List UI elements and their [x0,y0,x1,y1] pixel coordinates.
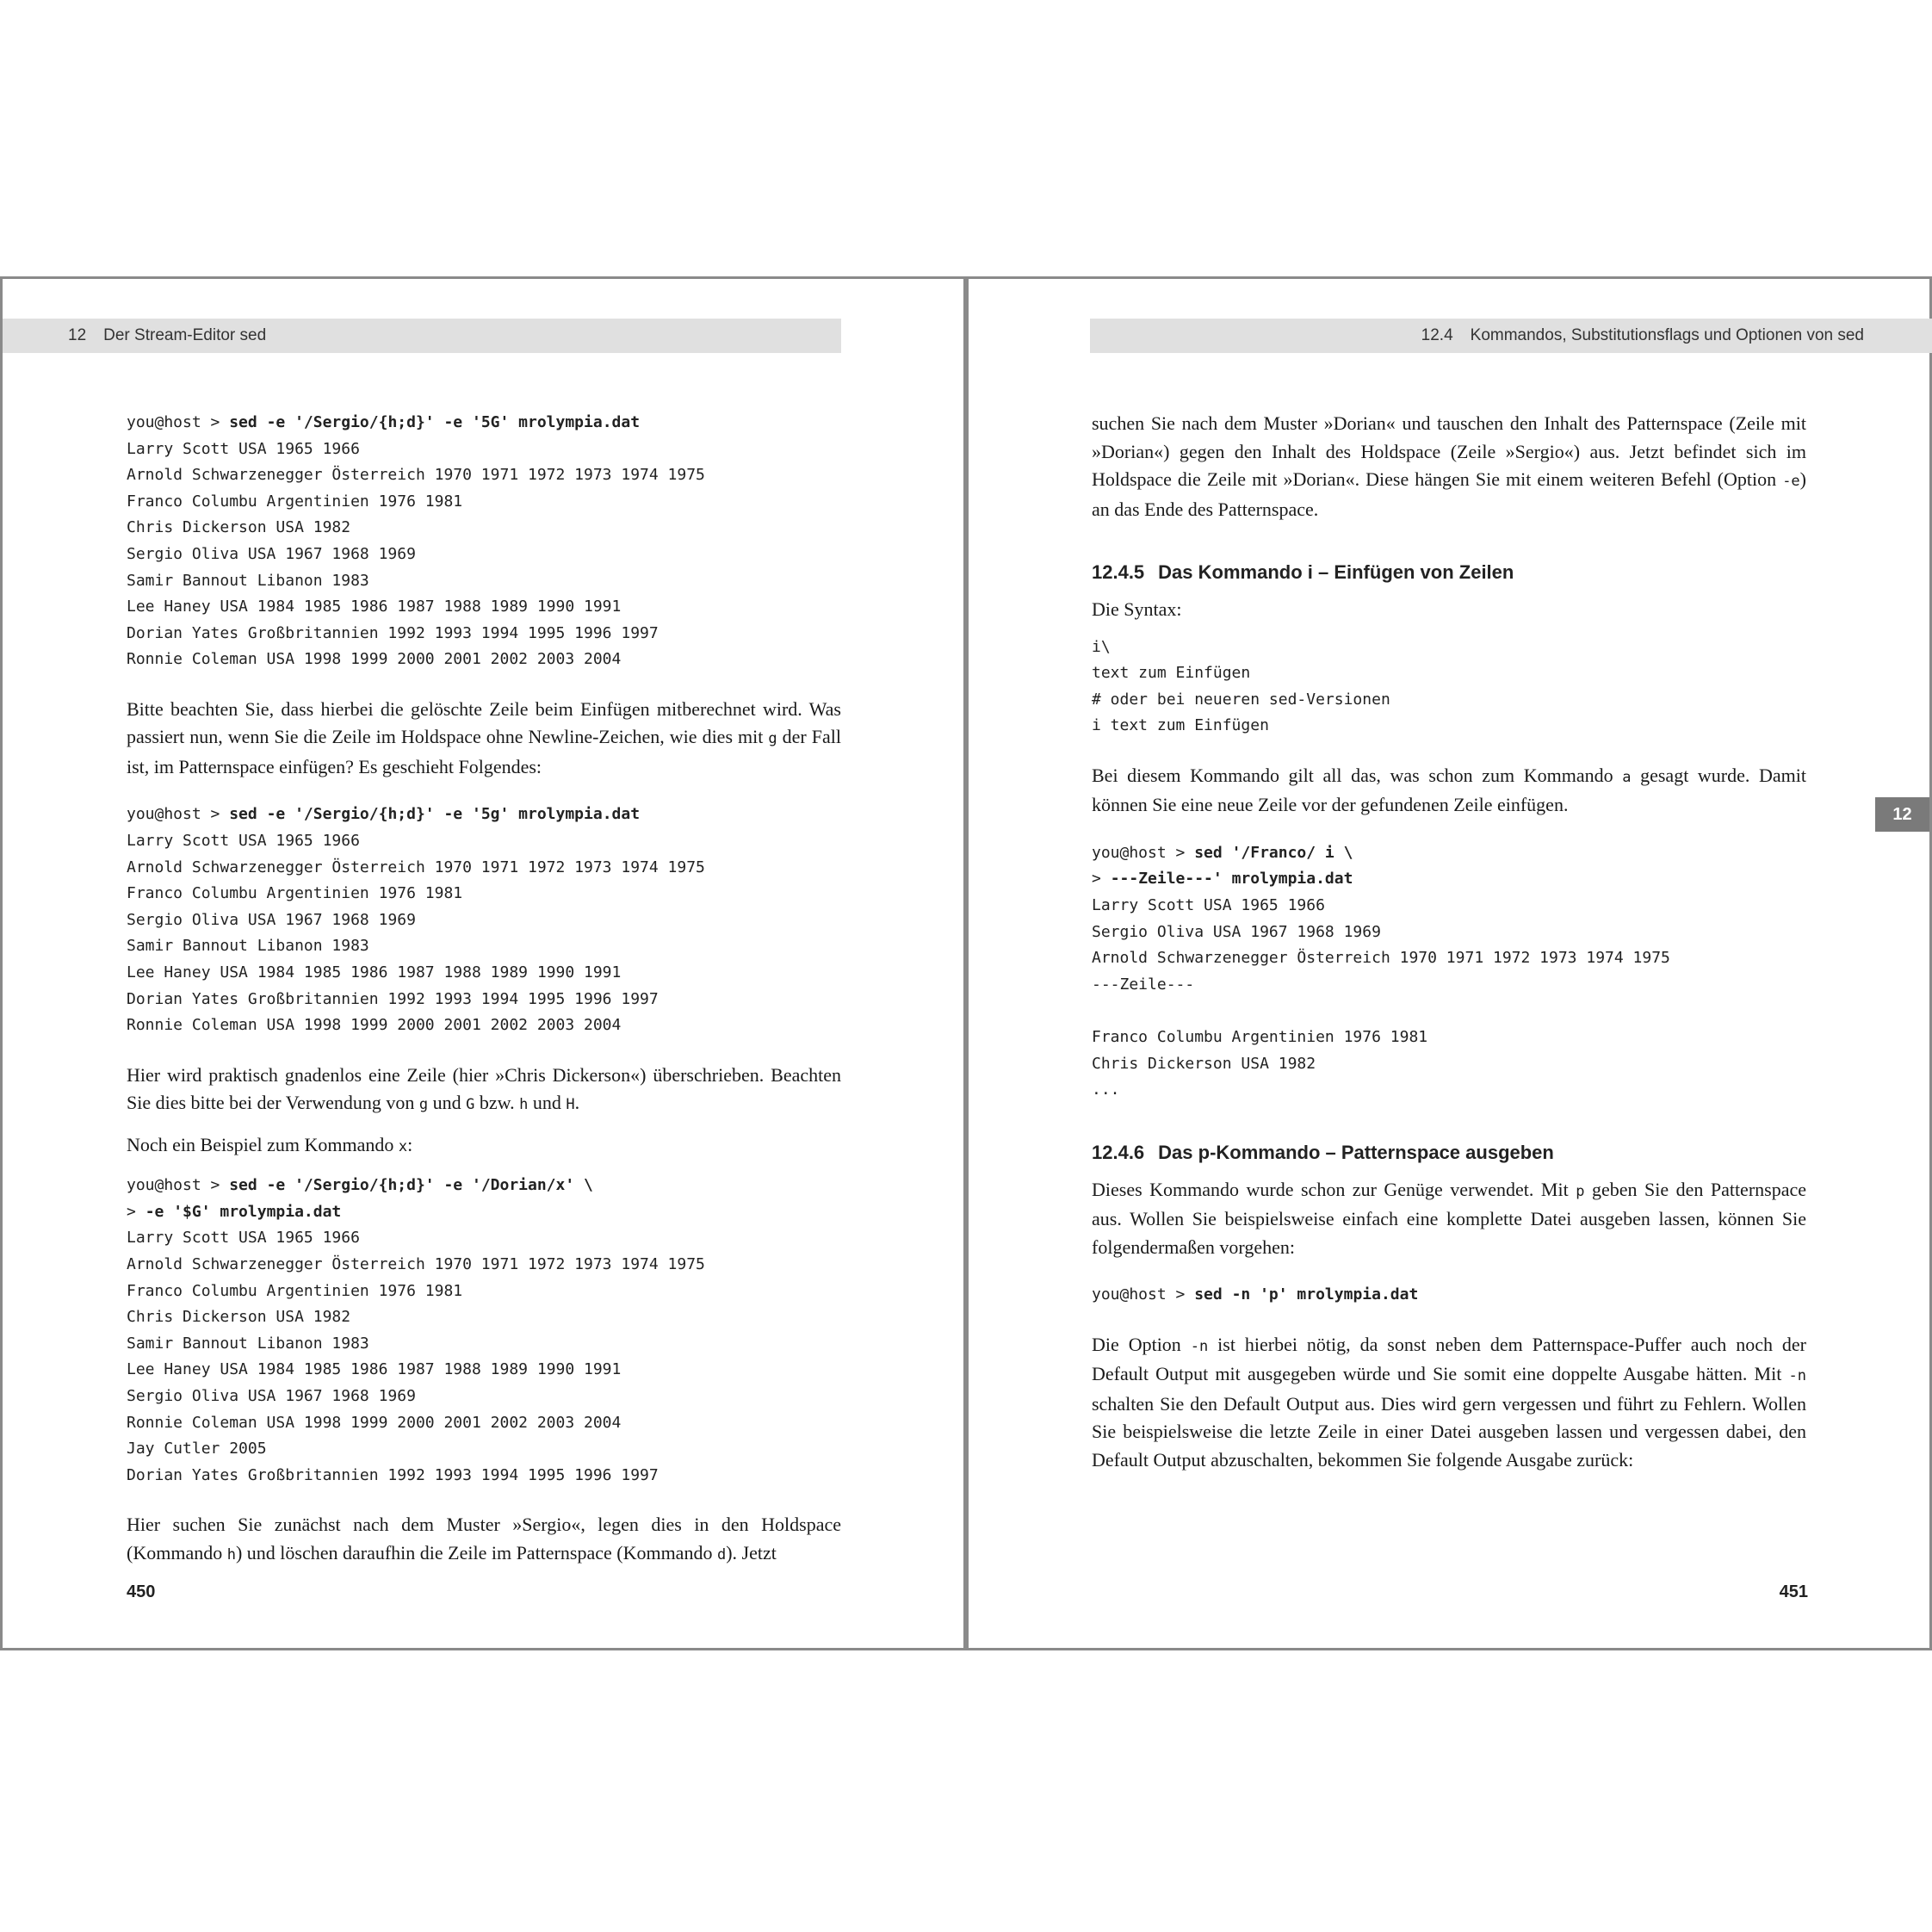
inline-code: g [768,730,777,748]
running-head-right [1090,319,1932,353]
text-run: gesagt wurde. Damit können Sie eine neue Zeile vor der gefundenen Zeile einfügen. [1092,764,1806,816]
shell-command: -e '$G' mrolympia.dat [145,1202,342,1221]
code-line: Ronnie Coleman USA 1998 1999 2000 2001 2002 2003 2004 [127,650,622,669]
inline-code: -e [1782,473,1800,490]
section-title: Kommandos, Substitutionsflags und Optionen von sed [1470,326,1864,344]
page-number: 451 [1779,1582,1808,1601]
code-line: ... [1092,1081,1120,1099]
code-line: Sergio Oliva USA 1967 1968 1969 [127,1387,416,1406]
code-line: Franco Columbu Argentinien 1976 1981 [127,1281,463,1300]
inline-code: h [226,1545,236,1564]
code-block [127,802,841,1038]
book-spread [0,276,1932,1654]
left-page-content [127,410,841,1589]
running-head-left [3,319,841,353]
text-run: : [407,1133,413,1155]
inline-code: a [1622,768,1632,786]
code-line: Larry Scott USA 1965 1966 [127,1229,360,1248]
code-line: Samir Bannout Libanon 1983 [127,937,369,956]
code-block [127,1173,841,1489]
text-run: ). Jetzt [726,1541,777,1564]
code-line: Lee Haney USA 1984 1985 1986 1987 1988 1989 1990 1991 [127,1360,622,1379]
syntax-label: Die Syntax: [1092,598,1182,620]
text-run: und [528,1092,567,1114]
shell-command: sed -e '/Sergio/{h;d}' -e '5g' mrolympia.dat [229,805,641,824]
code-line: Sergio Oliva USA 1967 1968 1969 [127,910,416,929]
section-heading [1092,561,1806,584]
code-line: i\ [1092,637,1111,656]
code-line: Lee Haney USA 1984 1985 1986 1987 1988 1989 1990 1991 [127,963,622,981]
shell-command: ---Zeile---' mrolympia.dat [1110,870,1353,889]
text-run: geben Sie den Patternspace aus. Wollen Sie beispielsweise einfach eine komplette Datei ausgeben lassen, können Sie folgendermaßen vorgehen: [1092,1178,1807,1258]
shell-prompt: you@host > [127,1176,230,1195]
inline-code: x [398,1137,408,1155]
code-line: Samir Bannout Libanon 1983 [127,1334,369,1353]
section-number: 12.4 [1421,326,1453,344]
shell-command: sed -e '/Sergio/{h;d}' -e '5G' mrolympia.dat [229,413,641,431]
code-line: Larry Scott USA 1965 1966 [127,439,360,458]
shell-prompt: you@host > [1092,843,1195,862]
shell-prompt: you@host > [127,413,230,431]
code-line: Arnold Schwarzenegger Österreich 1970 1971 1972 1973 1974 1975 [127,858,705,876]
code-block [1092,840,1806,1104]
shell-prompt: > [1092,870,1111,889]
section-heading-number: 12.4.5 [1092,561,1145,583]
text-run: Bei diesem Kommando gilt all das, was schon zum Kommando [1092,764,1623,786]
code-line: Dorian Yates Großbritannien 1992 1993 1994 1995 1996 1997 [127,989,659,1008]
code-block [127,410,841,673]
right-page-content [1092,410,1806,1495]
text-run: der Fall ist, im Patternspace einfügen? Es geschieht Folgendes: [127,726,841,777]
code-line: Dorian Yates Großbritannien 1992 1993 1994 1995 1996 1997 [127,1465,659,1484]
code-line: Ronnie Coleman USA 1998 1999 2000 2001 2002 2003 2004 [127,1016,622,1035]
chapter-thumb-tab: 12 [1875,797,1929,832]
text-run: bzw. [474,1092,520,1114]
inline-code: g [418,1096,429,1114]
body-paragraph [1092,1176,1806,1262]
code-line: Franco Columbu Argentinien 1976 1981 [127,884,463,903]
code-line: Sergio Oliva USA 1967 1968 1969 [127,544,416,563]
inline-code: h [519,1096,529,1114]
shell-command: sed -e '/Sergio/{h;d}' -e '/Dorian/x' \ [229,1176,593,1195]
chapter-title: Der Stream-Editor sed [103,326,267,344]
text-run: schalten Sie den Default Output aus. Dies wird gern vergessen und führt zu Fehlern. Wollen Sie beispielsweise die letzte Zeile in einer Datei ausgeben lassen und vergessen dabei, den Default Output abzuschalten, bekommen Sie folgende Ausgabe zurück: [1092,1392,1806,1471]
text-run: Die Option [1092,1333,1191,1355]
shell-command: sed -n 'p' mrolympia.dat [1194,1285,1419,1304]
code-line: Larry Scott USA 1965 1966 [127,832,360,851]
inline-code: p [1576,1182,1585,1200]
text-run: ist hierbei nötig, da sonst neben dem Patternspace-Puffer auch noch der Default Output mit ausgegeben würde und Sie somit eine doppelte Ausgabe hätten. Mit [1092,1333,1806,1385]
right-page [966,276,1932,1650]
inline-code: -n [1788,1367,1806,1385]
code-line: Arnold Schwarzenegger Österreich 1970 1971 1972 1973 1974 1975 [127,466,705,485]
shell-prompt: you@host > [127,805,230,824]
inline-code: -n [1190,1337,1209,1355]
text-run: Noch ein Beispiel zum Kommando [127,1133,399,1155]
text-run: Bitte beachten Sie, dass hierbei die gelöschte Zeile beim Einfügen mitberechnet wird. Was passiert nun, wenn Sie die Zeile im Holdspace ohne Newline-Zeichen, wie dies mit [127,697,841,748]
code-line: Dorian Yates Großbritannien 1992 1993 1994 1995 1996 1997 [127,623,659,642]
section-heading [1092,1142,1806,1164]
code-line: Lee Haney USA 1984 1985 1986 1987 1988 1989 1990 1991 [127,598,622,616]
text-run: Hier wird praktisch gnadenlos eine Zeile (hier »Chris Dickerson«) überschrieben. Beachten Sie dies bitte bei der Verwendung von [127,1063,841,1114]
body-paragraph [127,1062,841,1119]
body-paragraph [1092,410,1806,523]
shell-prompt: > [127,1202,146,1221]
text-run: suchen Sie nach dem Muster »Dorian« und tauschen den Inhalt des Patternspace (Zeile mit »Dorian«) gegen den Inhalt des Holdspace (Zeile »Sergio«) aus. Jetzt befindet sich im Holdspace die Zeile mit »Dorian«. Diese hängen Sie mit einem weiteren Befehl (Option [1092,412,1806,490]
code-line: Samir Bannout Libanon 1983 [127,571,369,590]
section-heading-title: Das Kommando i – Einfügen von Zeilen [1158,561,1514,583]
shell-command: sed '/Franco/ i \ [1194,843,1353,862]
body-paragraph [1092,1331,1806,1475]
inline-code: G [466,1096,475,1114]
text-run: . [574,1092,580,1114]
code-line: Franco Columbu Argentinien 1976 1981 [127,492,463,511]
code-line: ---Zeile--- [1092,975,1195,994]
body-paragraph [127,1131,841,1161]
code-line: # oder bei neueren sed-Versionen [1092,690,1390,709]
text-run: Dieses Kommando wurde schon zur Genüge verwendet. Mit [1092,1178,1576,1200]
code-line: Jay Cutler 2005 [127,1440,267,1458]
body-paragraph [1092,762,1806,820]
inline-code: d [716,1545,727,1564]
inline-code: H [566,1096,575,1114]
code-line: Ronnie Coleman USA 1998 1999 2000 2001 2002 2003 2004 [127,1413,622,1432]
body-paragraph [127,1511,841,1569]
body-paragraph [127,696,841,782]
code-block [1092,1282,1806,1309]
chapter-number: 12 [68,326,87,344]
syntax-code-block [1092,635,1806,740]
code-line: Arnold Schwarzenegger Österreich 1970 1971 1972 1973 1974 1975 [127,1255,705,1274]
code-line: Chris Dickerson USA 1982 [1092,1054,1316,1073]
shell-prompt: you@host > [1092,1285,1195,1304]
code-line: Sergio Oliva USA 1967 1968 1969 [1092,922,1381,941]
code-line: Franco Columbu Argentinien 1976 1981 [1092,1028,1428,1047]
left-page [0,276,966,1650]
code-line: Chris Dickerson USA 1982 [127,1308,351,1327]
text-run: Hier suchen Sie zunächst nach dem Muster »Sergio«, legen dies in den Holdspace (Kommando [127,1514,841,1564]
code-line: Chris Dickerson USA 1982 [127,518,351,537]
text-run: ) und löschen daraufhin die Zeile im Patternspace (Kommando [235,1541,717,1564]
code-line: Arnold Schwarzenegger Österreich 1970 1971 1972 1973 1974 1975 [1092,949,1670,968]
page-number: 450 [127,1582,156,1601]
text-run: und [428,1092,467,1114]
text-run: ) an das Ende des Patternspace. [1092,468,1806,520]
code-line: Larry Scott USA 1965 1966 [1092,896,1325,915]
code-line: i text zum Einfügen [1092,716,1269,735]
section-heading-number: 12.4.6 [1092,1141,1145,1163]
code-line: text zum Einfügen [1092,664,1251,683]
section-heading-title: Das p-Kommando – Patternspace ausgeben [1158,1141,1554,1163]
